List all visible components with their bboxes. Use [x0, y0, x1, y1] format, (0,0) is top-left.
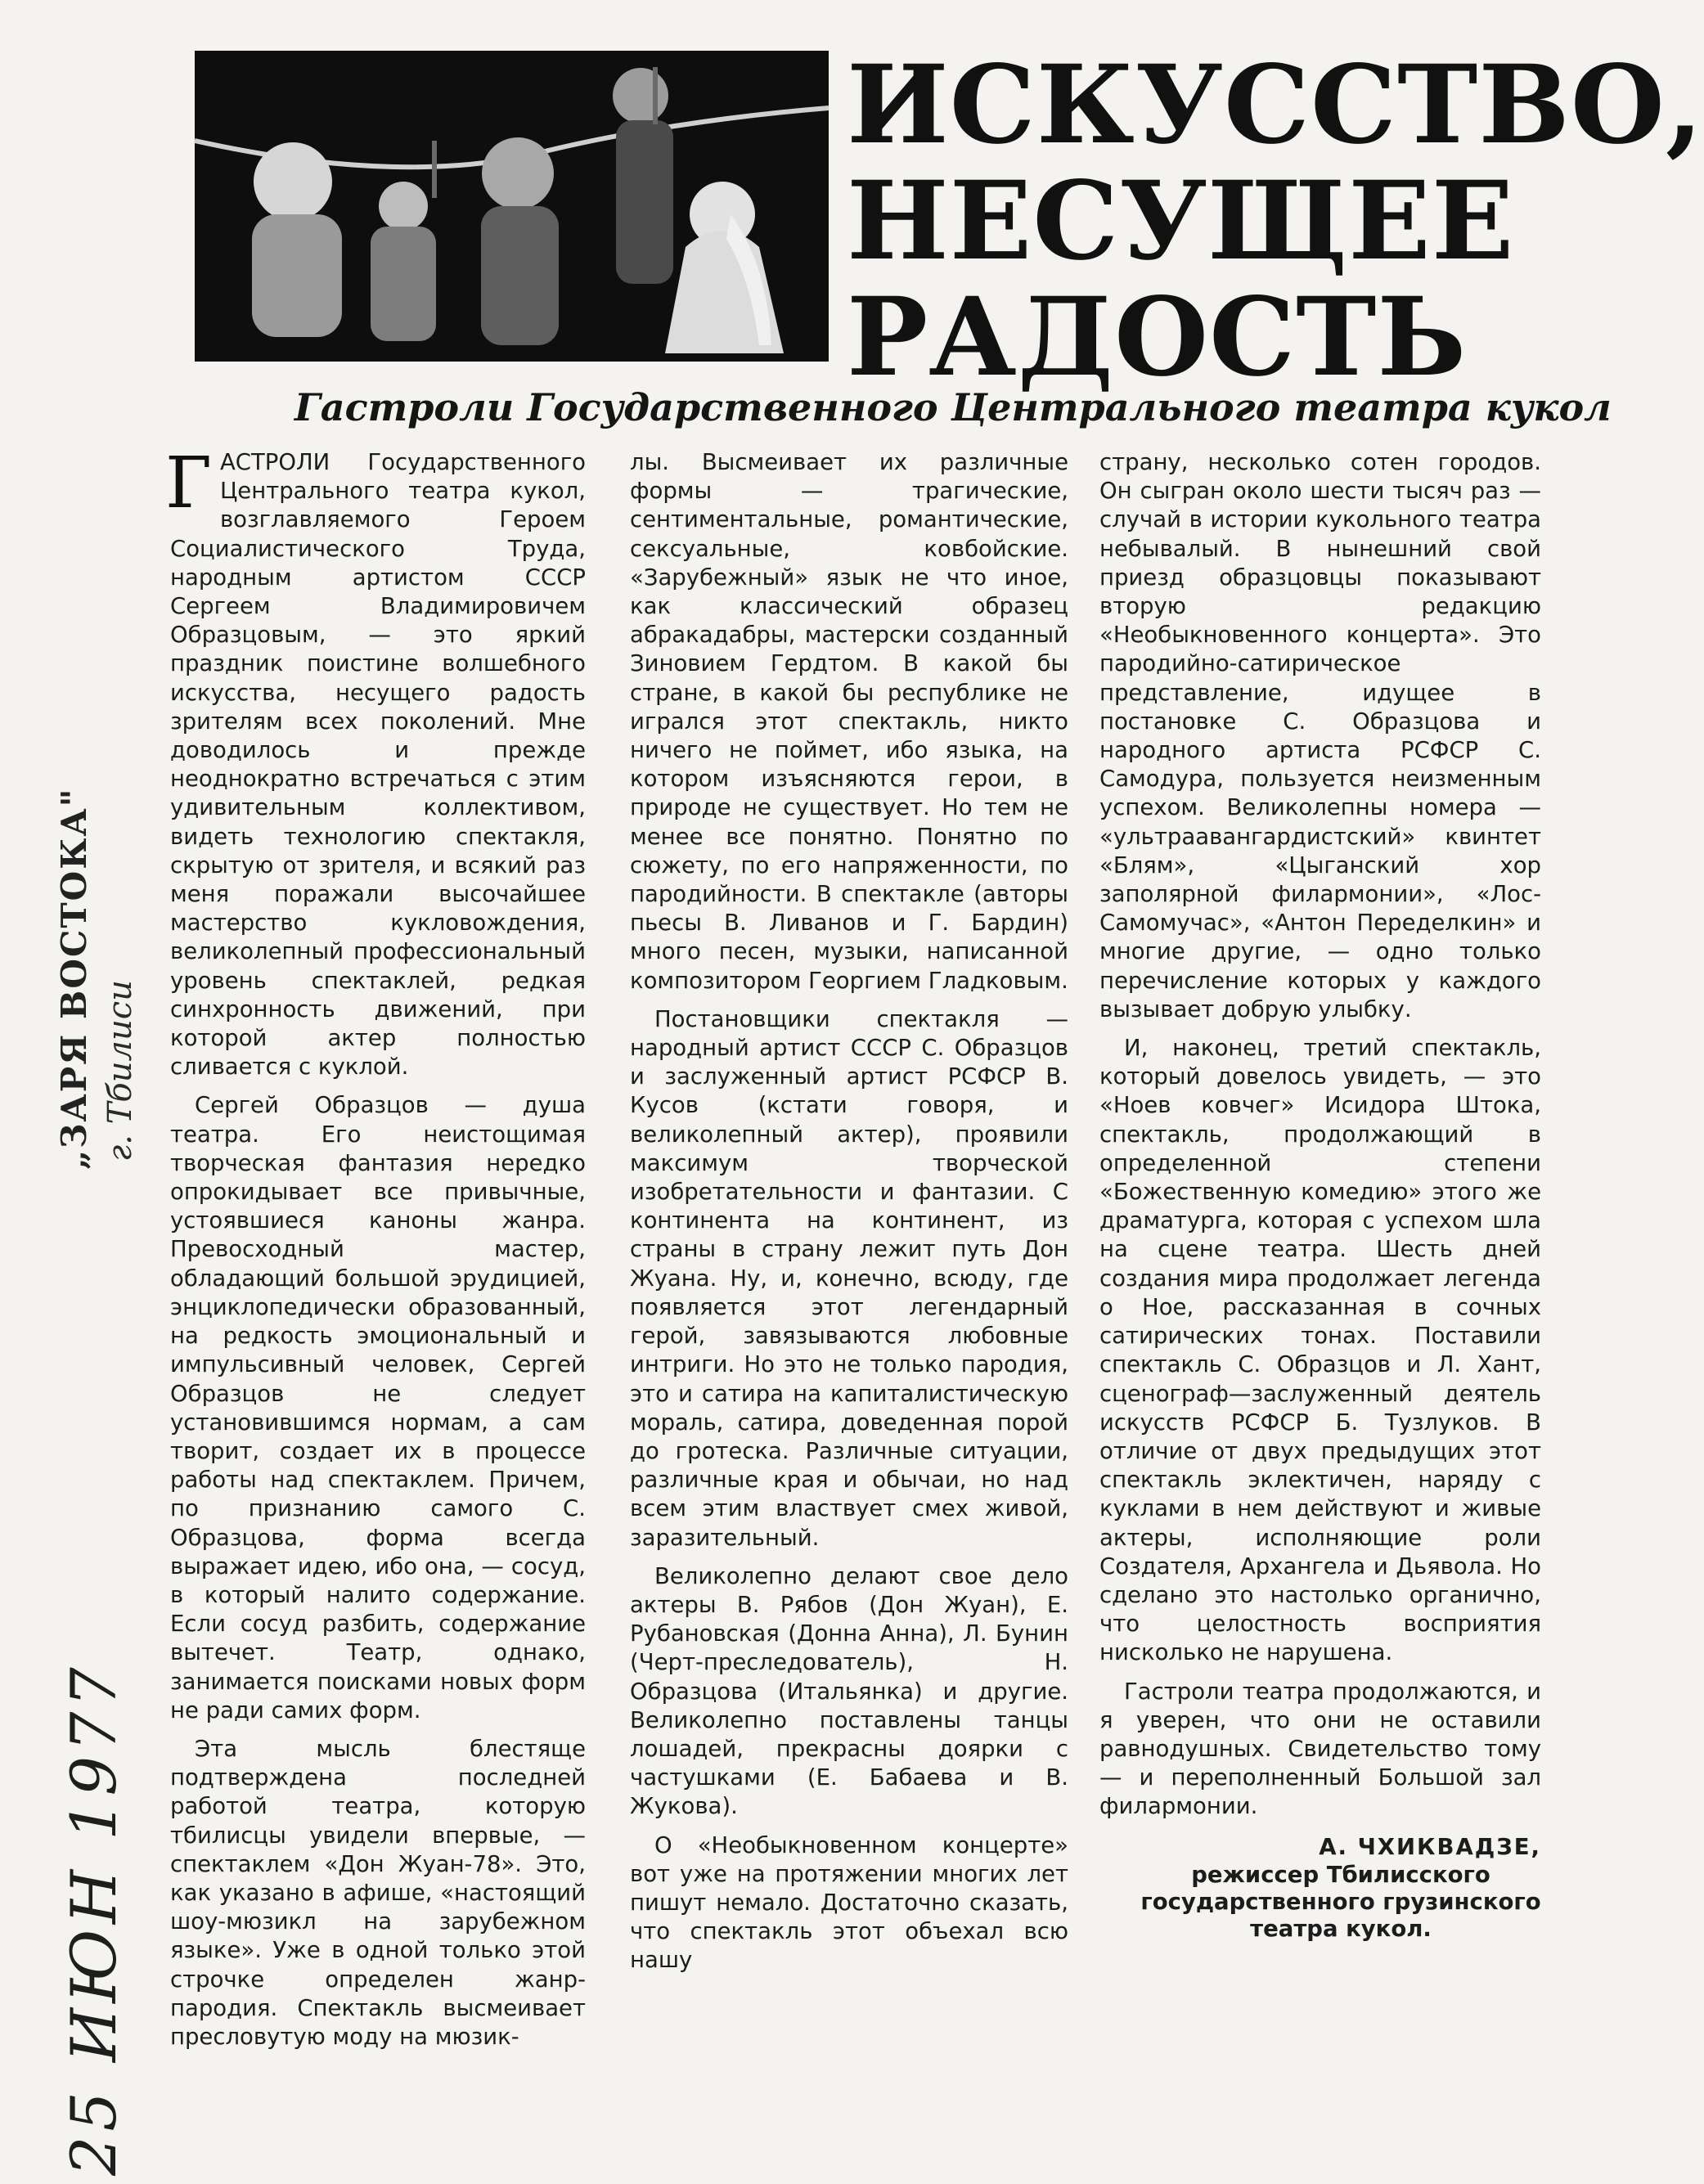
- newspaper-stamp: „ЗАРЯ ВОСТОКА": [54, 787, 94, 1170]
- dropcap: Г: [165, 443, 212, 524]
- paragraph-text: АСТРОЛИ Государственного Центрального театра кукол, возглавляемого Героем Социалистического Труда, народным артистом СССР Сергеем Владимировичем Образцовым, — это яркий праздник поистине волшебного искусства, несущего радость зрителям всех поколений. Мне доводилось и прежде неоднократно встречаться с этим удивительным коллективом, видеть технологию спектакля, скрытую от зрителя, и всякий раз меня поражали высочайшее мастерство кукловождения, великолепный профессиональный уровень спектаклей, редкая синхронность движений, при которой актер полностью сливается с куклой.: [170, 449, 586, 1081]
- paragraph: Постановщики спектакля — народный артист СССР С. Образцов и заслуженный артист РСФСР В. Кусов (кстати говоря, и великолепный актер), проявили максимум творческой изобретательности и фантазии. С континента на континент, из страны в страну лежит путь Дон Жуана. Ну, и, конечно, всюду, где появляется этот легендарный герой, завязываются любовные интриги. Но это не только пародия, это и сатира на капиталистическую мораль, сатира, доведенная порой до гротеска. Различные ситуации, различные края и обычаи, но над всем этим властвует смех живой, заразительный.: [630, 1005, 1068, 1551]
- paragraph: Гастроли театра продолжаются, и я уверен, что они не оставили равнодушных. Свидетельство тому — и переполненный Большой зал филармонии.: [1099, 1678, 1541, 1820]
- paragraph: Великолепно делают свое дело актеры В. Рябов (Дон Жуан), Е. Рубановская (Донна Анна), Л. Бунин (Черт-преследователь), Н. Образцова (Итальянка) и другие. Великолепно поставлены танцы лошадей, прекрасны доярки с частушками (Е. Бабаева и В. Жукова).: [630, 1562, 1068, 1820]
- headline-line: ИСКУССТВО,: [847, 42, 1704, 169]
- puppet-scene-graphic: [195, 51, 829, 362]
- paragraph: страну, несколько сотен городов. Он сыгран около шести тысяч раз — случай в истории кукольного театра небывалый. В нынешний свой приезд образцовцы показывают вторую редакцию «Необыкновенного концерта». Это пародийно-сатирическое представление, идущее в постановке С. Образцова и народного артиста РСФСР С. Самодура, пользуется неизменным успехом. Великолепны номера — «ультраавангардистский» квинтет «Блям», «Цыганский хор заполярной филармонии», «Лос-Самомучас», «Антон Переделкин» и многие другие, — одно только перечисление которых у каждого вызывает добрую улыбку.: [1099, 449, 1541, 1022]
- column-2: [630, 448, 1068, 1975]
- subtitle: Гастроли Государственного Центрального театра кукол: [294, 385, 1612, 429]
- headline-line: НЕСУЩЕЕ: [847, 158, 1515, 285]
- paragraph: лы. Высмеивает их различные формы — трагические, сентиментальные, романтические, сексуальные, ковбойские. «Зарубежный» язык не что иное, как классический образец абракадабры, мастерски созданный Зиновием Гердтом. В какой бы стране, в какой бы республике не игрался этот спектакль, никто ничего не поймет, ибо языка, на котором изъясняются герои, в природе не существует. Но тем не менее все понятно. Понятно по сюжету, по его напряженности, по пародийности. В спектакле (авторы пьесы В. Ливанов и Г. Бардин) много песен, музыки, написанной композитором Георгием Гладковым.: [630, 449, 1068, 994]
- headline: [847, 42, 1704, 401]
- author-role: режиссер Тбилисского государственного грузинского театра кукол.: [1140, 1861, 1541, 1942]
- paragraph: Эта мысль блестяще подтверждена последней работой театра, которую тбилисцы увидели впервые, — спектаклем «Дон Жуан-78». Это, как указано в афише, «настоящий шоу-мюзикл на зарубежном языке». Уже в одной только этой строчке определен жанр-пародия. Спектакль высмеивает пресловутую моду на мюзик-: [170, 1735, 586, 2050]
- paragraph: [165, 443, 586, 1081]
- author-name: А. ЧХИКВАДЗЕ,: [1319, 1833, 1541, 1860]
- headline-line: РАДОСТЬ: [847, 274, 1468, 401]
- paragraph: И, наконец, третий спектакль, который довелось увидеть, — это «Ноев ковчег» Исидора Штока, спектакль, продолжающий в определенной степени «Божественную комедию» этого же драматурга, которая с успехом шла на сцене театра. Шесть дней создания мира продолжает легенда о Ное, рассказанная в сочных сатирических тонах. Поставили спектакль С. Образцов и Л. Хант, сценограф—заслуженный деятель искусств РСФСР Б. Тузлуков. В отличие от двух предыдущих этот спектакль эклектичен, наряду с куклами в нем действуют и живые актеры, исполняющие роли Создателя, Архангела и Дьявола. Но сделано это настолько органично, что целостность восприятия нисколько не нарушена.: [1099, 1035, 1541, 1666]
- puppet-theater-photo: [195, 51, 829, 362]
- date-stamp: 25 ИЮН 1977: [57, 1662, 130, 2176]
- city-stamp: г. Тбилиси: [101, 980, 139, 1162]
- column-1: [165, 443, 586, 2051]
- column-3: [1099, 448, 1541, 1943]
- paragraph: О «Необыкновенном концерте» вот уже на протяжении многих лет пишут немало. Достаточно сказать, что спектакль этот объехал всю нашу: [630, 1831, 1068, 1974]
- paragraph: Сергей Образцов — душа театра. Его неистощимая творческая фантазия нередко опрокидывает все привычные, устоявшиеся каноны жанра. Превосходный мастер, обладающий большой эрудицией, энциклопедически образованный, на редкость эмоциональный и импульсивный человек, Сергей Образцов не следует установившимся нормам, а сам творит, создает их в процессе работы над спектаклем. Причем, по признанию самого С. Образцова, форма всегда выражает идею, ибо она, — сосуд, в который налито содержание. Если сосуд разбить, содержание вытечет. Театр, однако, занимается поисками новых форм не ради самих форм.: [170, 1092, 586, 1723]
